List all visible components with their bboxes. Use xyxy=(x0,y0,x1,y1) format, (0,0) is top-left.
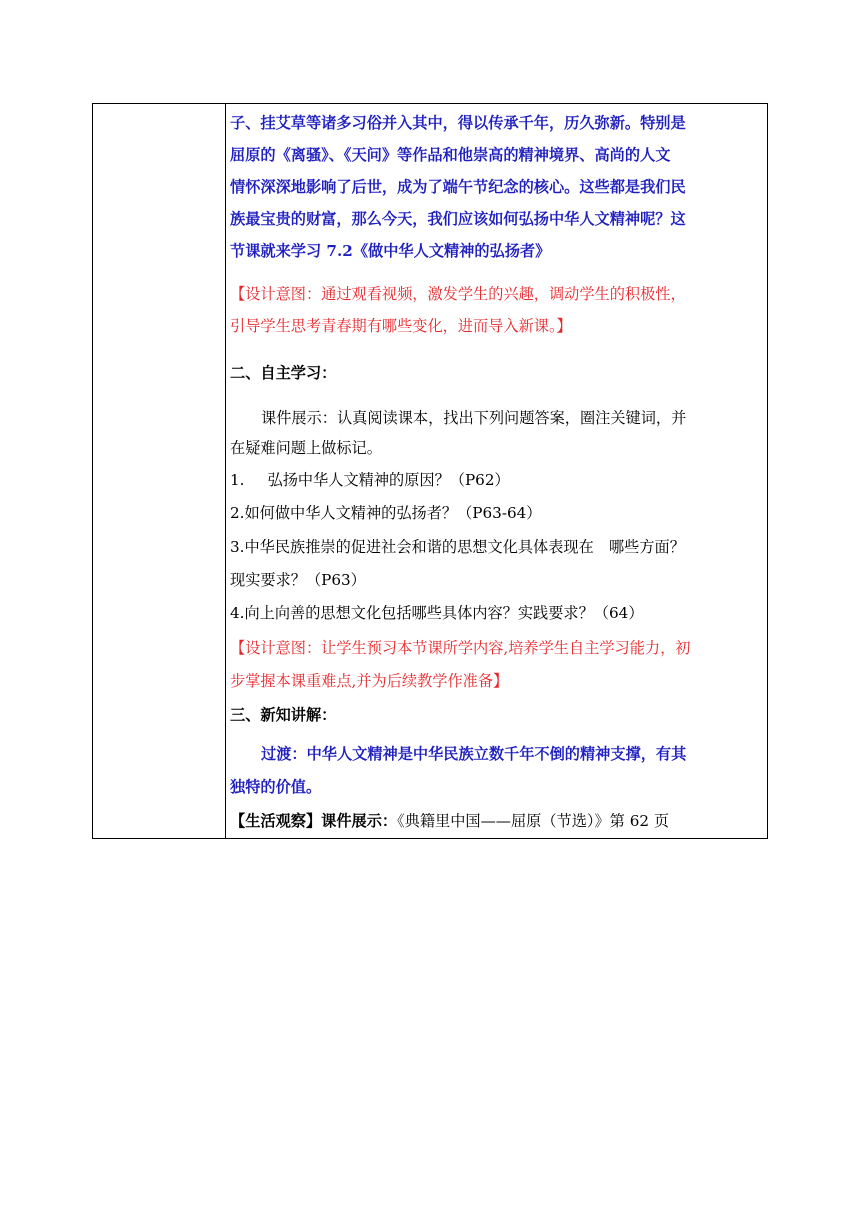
question-2: 2.如何做中华人文精神的弘扬者？（P63-64） xyxy=(230,504,542,522)
content-cell xyxy=(230,104,763,838)
design-intent-1-line-1: 【设计意图：通过观看视频，激发学生的兴趣，调动学生的积极性， xyxy=(230,285,686,303)
intro-line-1: 子、挂艾草等诸多习俗并入其中，得以传承千年，历久弥新。特别是 xyxy=(230,114,686,132)
question-1-text: 弘扬中华人文精神的原因？（P62） xyxy=(267,471,510,489)
life-observation-label: 【生活观察】课件展示： xyxy=(230,812,398,830)
intro-line-3: 情怀深深地影响了后世，成为了端午节纪念的核心。这些都是我们民 xyxy=(230,178,686,196)
life-observation xyxy=(230,811,669,831)
design-intent-2-line-1: 【设计意图：让学生预习本节课所学内容,培养学生自主学习能力，初 xyxy=(230,639,691,657)
courseware-line-1: 课件展示：认真阅读课本，找出下列问题答案，圈注关键词，并 xyxy=(261,409,687,427)
courseware-line-2: 在疑难问题上做标记。 xyxy=(230,439,382,457)
question-1-number: 1. xyxy=(230,471,245,489)
design-intent-1-line-2: 引导学生思考青春期有哪些变化，进而导入新课。】 xyxy=(230,317,572,335)
question-3-line-1: 3.中华民族推崇的促进社会和谐的思想文化具体表现在 哪些方面？ xyxy=(230,538,685,556)
life-observation-text: 《典籍里中国——屈原（节选）》第 62 页 xyxy=(397,812,670,830)
lesson-table xyxy=(92,103,768,839)
intro-line-5: 节课就来学习 7.2《做中华人文精神的弘扬者》 xyxy=(230,242,551,260)
intro-line-4: 族最宝贵的财富，那么今天，我们应该如何弘扬中华人文精神呢？这 xyxy=(230,210,686,228)
transition-line-2: 独特的价值。 xyxy=(230,778,322,796)
section-2-heading: 二、自主学习： xyxy=(230,364,337,382)
section-3-heading: 三、新知讲解： xyxy=(230,706,337,724)
question-1 xyxy=(230,470,510,490)
left-column-cell xyxy=(93,104,226,838)
transition-line-1: 过渡：中华人文精神是中华民族立数千年不倒的精神支撑，有其 xyxy=(261,745,687,763)
question-4: 4.向上向善的思想文化包括哪些具体内容？实践要求？（64） xyxy=(230,604,644,622)
question-3-line-2: 现实要求？（P63） xyxy=(230,571,366,589)
design-intent-2-line-2: 步掌握本课重难点,并为后续教学作准备】 xyxy=(230,672,509,690)
intro-line-2: 屈原的《离骚》、《天问》等作品和他崇高的精神境界、高尚的人文 xyxy=(230,146,671,164)
